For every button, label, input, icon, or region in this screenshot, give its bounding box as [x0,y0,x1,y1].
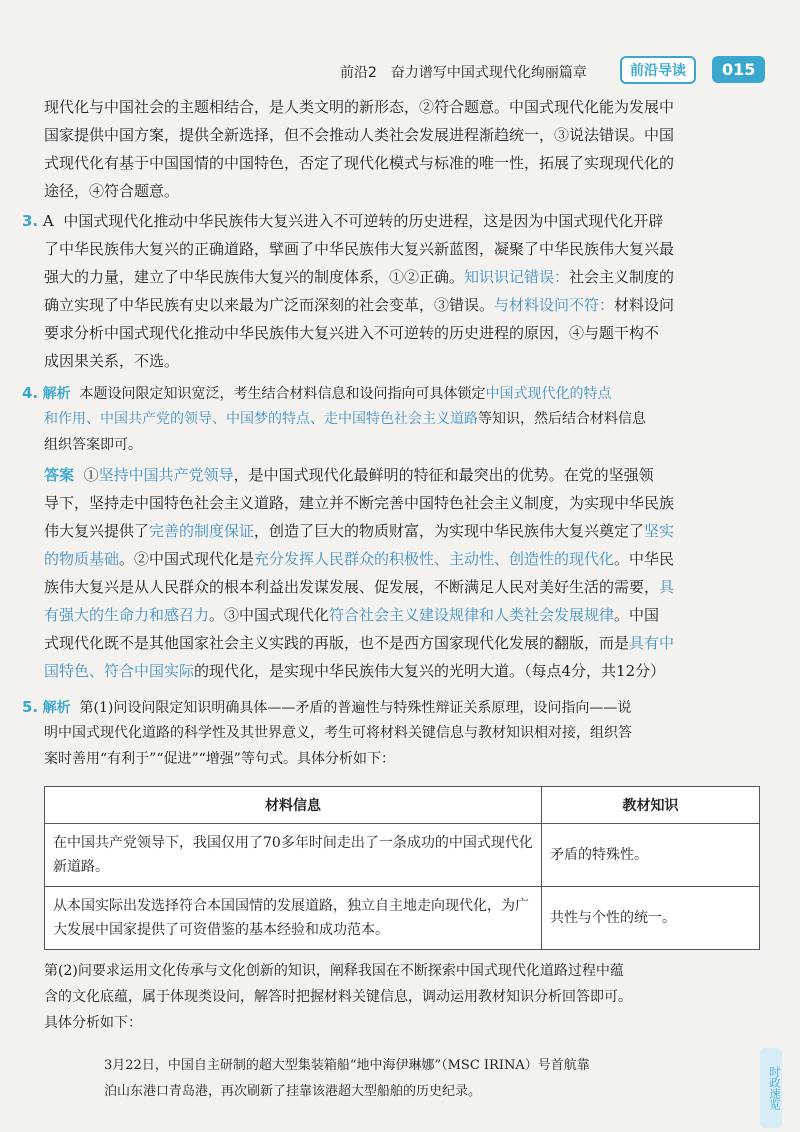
q5-part2-line-2: 含的文化底蕴，属于体现类设问，解答时把握材料关键信息，调动运用教材知识分析回答即可。 [44,989,632,1005]
chapter-title: 前沿2 奋力谱写中国式现代化绚丽篇章 [340,65,587,81]
q4-a8b: 的现代化，是实现中华民族伟大复兴的光明大道。（每点4分，共12分） [194,662,666,680]
q5-part2-line-1: 第(2)问要求运用文化传承与文化创新的知识，阐释我国在不断探索中国式现代化道路过程中蕴 [44,963,624,979]
q4-a5a: 族伟大复兴是从人民群众的根本利益出发谋发展、促发展，不断满足人民对美好生活的需要， [44,578,660,596]
table-cell: 共性与个性的统一。 [542,887,760,950]
footer-news-line-2: 泊山东港口青岛港，再次刷新了挂靠该港超大型船舶的历史纪录。 [104,1084,482,1099]
q4-answer-line-7 [44,630,674,656]
q4-a3a: 伟大复兴提供了 [44,522,150,540]
q2-line-3: 式现代化有基于中国国情的中国特色，否定了现代化模式与标准的唯一性，拓展了实现现代化的 [44,154,675,172]
q3-text-4: 确立实现了中华民族有史以来最为广泛而深刻的社会变革，③错误。 [44,296,495,314]
footer-news-line-1: 3月22日，中国自主研制的超大型集装箱船“地中海伊琳娜”（MSC IRINA）号首航靠 [104,1058,590,1073]
q4-answer-line-6 [44,602,659,628]
q2-line-2: 国家提供中国方案，提供全新选择，但不会推动人类社会发展进程渐趋统一，③说法错误。中国 [44,126,675,144]
q4-a4d: 。中华民 [614,550,675,568]
q4-a7b: 具有中 [629,634,675,652]
q5-line-3: 案时善用“有利于”“促进”“增强”等句式。具体分析如下： [44,751,395,767]
q4-a7: 式现代化既不是其他国家社会主义实践的再版，也不是西方国家现代化发展的翻版，而是 [44,634,630,652]
q4-a6a: 有强大的生命力和感召力 [44,606,210,624]
q3-line-3 [44,264,674,290]
table-row [45,887,760,950]
page-number: 015 [712,56,765,83]
q4-text-1b: 中国式现代化的特点 [485,386,612,402]
q4-answer-line-3 [44,518,674,544]
table-header-knowledge: 教材知识 [542,787,760,824]
q3-line-5: 要求分析中国式现代化推动中华民族伟大复兴进入不可逆转的历史进程的原因，④与题干构不 [44,324,660,342]
q3-label-mismatch: 与材料设问不符： [494,296,615,314]
q4-analysis-label: 解析 [42,386,71,402]
q2-line-1: 现代化与中国社会的主题相结合，是人类文明的新形态，②符合题意。中国式现代化能为发展中 [44,98,675,116]
q5-number: 5. [22,698,39,716]
section-tag: 前沿导读 [620,56,696,84]
table-cell: 矛盾的特殊性。 [542,824,760,887]
q4-answer-line-1 [44,462,654,488]
q4-answer-line-5 [44,574,674,600]
q3-text-3b: 社会主义制度的 [569,268,675,286]
q4-line-2 [44,406,646,432]
q4-a5b: 具 [659,578,675,596]
q4-a8a: 国特色、符合中国实际 [44,662,195,680]
q4-a6c: 符合社会主义建设规律和人类社会发展规律 [329,606,615,624]
q3-line-6: 成因果关系，不选。 [44,352,180,370]
q5-text-1: 第(1)问设问限定知识明确具体——矛盾的普遍性与特殊性辩证关系原理，设问指向——说 [79,700,632,716]
q4-a3c: ，创造了巨大的物质财富，为实现中华民族伟大复兴奠定了 [254,522,645,540]
q4-line-3: 组织答案即可。 [44,437,142,453]
q4-a1b: 坚持中国共产党领导 [98,466,234,484]
q4-answer-label: 答案 [44,466,75,484]
q4-answer-line-8 [44,658,665,684]
q4-answer-line-4 [44,546,674,572]
q4-text-2a: 和作用、中国共产党的领导、中国梦的特点、走中国特色社会主义道路 [44,411,478,427]
analysis-table [44,786,760,950]
q2-line-4: 途径，④符合题意。 [44,182,180,200]
q4-a1c: ，是中国式现代化最鲜明的特征和最突出的优势。在党的坚强领 [233,466,654,484]
q4-text-1a: 本题设问限定知识宽泛，考生结合材料信息和设问指向可具体锁定 [79,386,486,402]
q4-a4b: 。②中国式现代化是 [119,550,255,568]
q5-analysis-label: 解析 [42,700,71,716]
q3-text-3: 强大的力量，建立了中华民族伟大复兴的制度体系，①②正确。 [44,268,465,286]
q3-label-knowledge-error: 知识识记错误： [464,268,570,286]
q4-text-2b: 等知识，然后结合材料信息 [478,411,646,427]
q3-text-4b: 材料设问 [614,296,675,314]
q3-answer: A [42,212,54,230]
q4-a3b: 完善的制度保证 [149,522,255,540]
q4-a4c: 充分发挥人民群众的积极性、主动性、创造性的现代化 [254,550,615,568]
q4-a6d: 。中国 [614,606,660,624]
table-row [45,824,760,887]
q5-first-line [22,694,631,721]
q4-first-line [22,380,612,407]
q4-number: 4. [22,384,39,402]
q3-line-4 [44,292,674,318]
q3-line-2: 了中华民族伟大复兴的正确道路，擘画了中华民族伟大复兴新蓝图，凝聚了中华民族伟大复兴最 [44,240,675,258]
q5-line-2: 明中国式现代化道路的科学性及其世界意义，考生可将材料关键信息与教材知识相对接，组织答 [44,725,632,741]
table-cell: 从本国实际出发选择符合本国国情的发展道路，独立自主地走向现代化，为广大发展中国家提供了可资借鉴的基本经验和成功范本。 [45,887,542,950]
q3-first-line [22,208,663,234]
news-side-tab: 时政速览 [760,1048,782,1128]
q4-answer-line-2: 导下，坚持走中国特色社会主义道路，建立并不断完善中国特色社会主义制度，为实现中华民族 [44,494,675,512]
q4-a4a: 的物质基础 [44,550,120,568]
table-header-material: 材料信息 [45,787,542,824]
q4-a3d: 坚实 [644,522,675,540]
q4-a6b: 。③中国式现代化 [209,606,330,624]
q3-text-1: 中国式现代化推动中华民族伟大复兴进入不可逆转的历史进程，这是因为中国式现代化开辟 [63,212,664,230]
table-cell: 在中国共产党领导下，我国仅用了70多年时间走出了一条成功的中国式现代化新道路。 [45,824,542,887]
q3-number: 3. [22,212,39,230]
q5-part2-line-3: 具体分析如下： [44,1015,142,1031]
q4-a1a: ① [83,466,99,484]
